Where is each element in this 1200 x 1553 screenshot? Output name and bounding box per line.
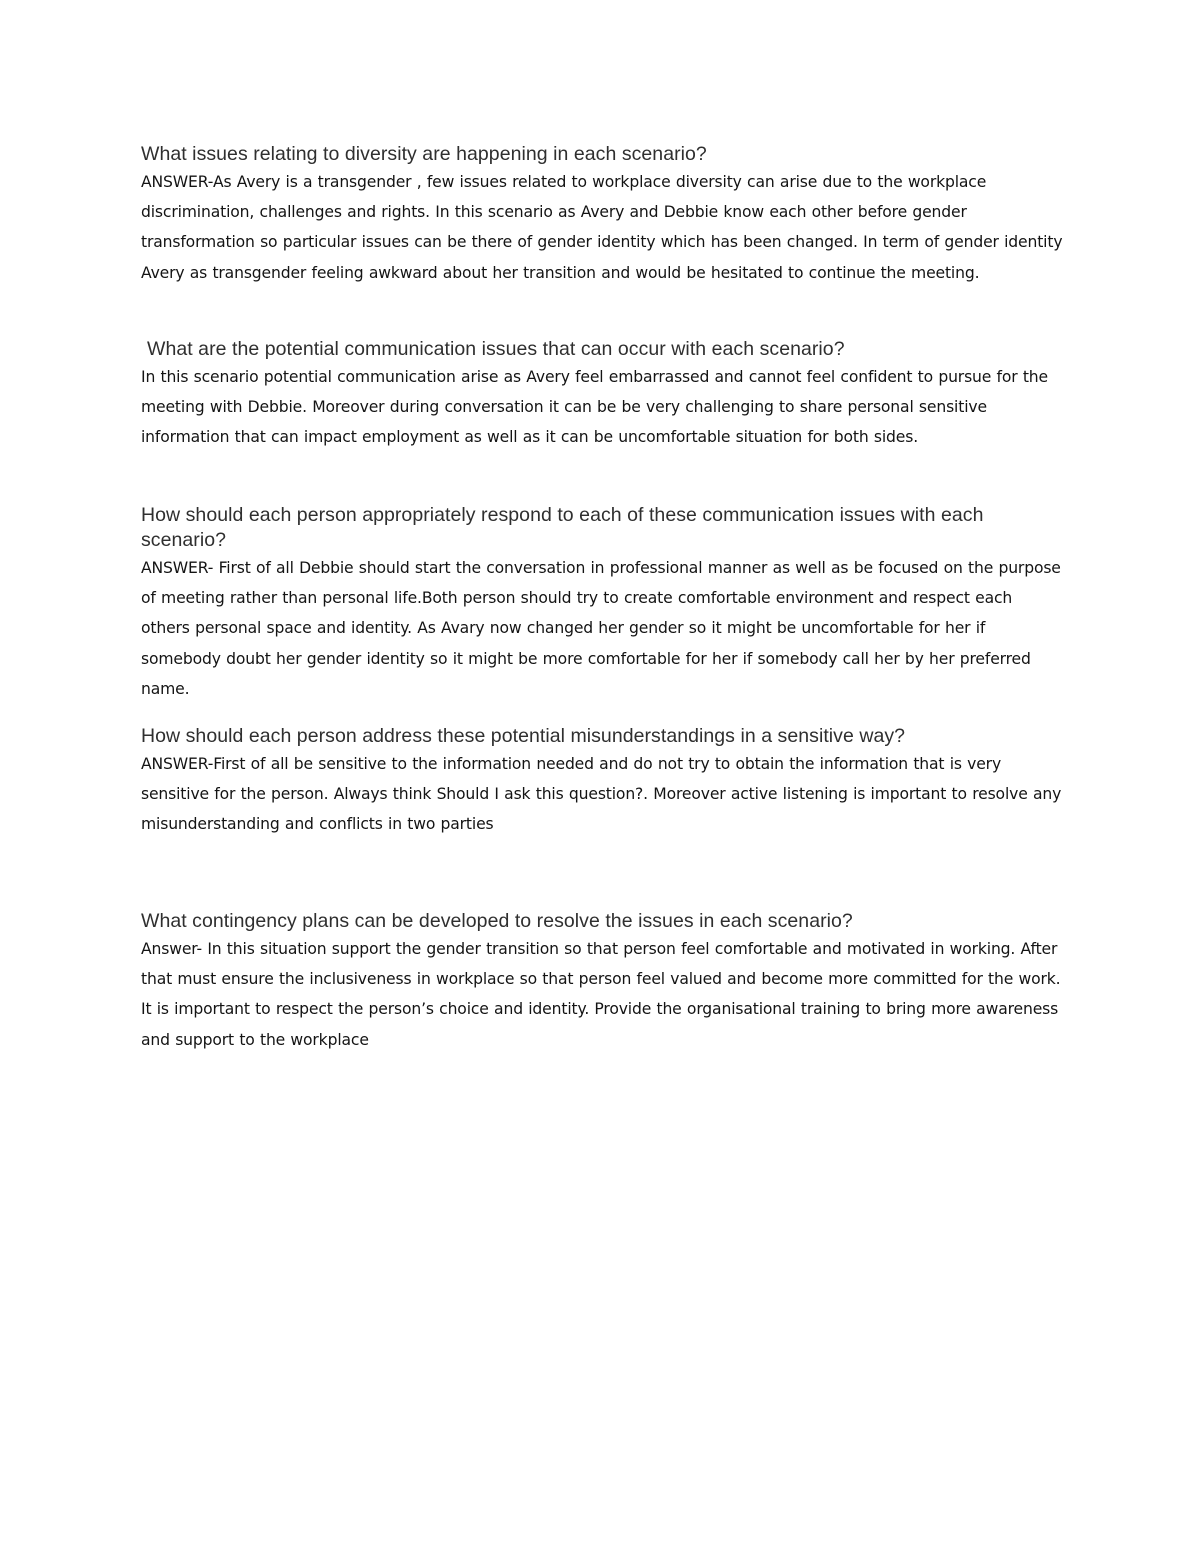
answer-paragraph: ANSWER- First of all Debbie should start the conversation in professional manner as well as be focused on the purpose of meeting rather than personal life.Both person should try to create comfortable environment and respect each others personal space and identity. As Avary now changed her gender so it might be uncomfortable for her if somebody doubt her gender identity so it might be more comfortable for her if somebody call her by her preferred name. [141,559,1061,698]
answer-paragraph: In this scenario potential communication arise as Avery feel embarrassed and cannot feel confident to pursue for the meeting with Debbie. Moreover during conversation it can be be very challenging to share personal sensitive information that can impact employment as well as it can be uncomfortable situation for both sides. [141,368,1048,447]
question-heading: What issues relating to diversity are happening in each scenario? [141,143,707,165]
qa-section-appropriate-response [141,503,1066,704]
qa-section-communication-issues [141,337,1066,453]
question-heading: How should each person address these potential misunderstandings in a sensitive way? [141,725,906,747]
qa-section-contingency-plans [141,909,1066,1055]
question-heading: How should each person appropriately respond to each of these communication issues with each scenario? [141,504,984,551]
answer-paragraph: ANSWER-First of all be sensitive to the information needed and do not try to obtain the information that is very sensitive for the person. Always think Should I ask this question?. Moreover active listening is important to resolve any misunderstanding and conflicts in two parties [141,755,1062,834]
answer-paragraph: ANSWER-As Avery is a transgender , few issues related to workplace diversity can arise due to the workplace discrimination, challenges and rights. In this scenario as Avery and Debbie know each other before gender transformation so particular issues can be there of gender identity which has been changed. In term of gender identity Avery as transgender feeling awkward about her transition and would be hesitated to continue the meeting. [141,173,1063,282]
qa-section-diversity-issues [141,142,1066,288]
question-heading: What are the potential communication issues that can occur with each scenario? [147,338,845,360]
answer-paragraph: Answer- In this situation support the gender transition so that person feel comfortable and motivated in working. After that must ensure the inclusiveness in workplace so that person feel valued and become more committed for the work. It is important to respect the person’s choice and identity. Provide the organisational training to bring more awareness and support to the workplace [141,940,1061,1049]
question-heading: What contingency plans can be developed to resolve the issues in each scenario? [141,910,853,932]
qa-section-misunderstandings [141,724,1066,840]
